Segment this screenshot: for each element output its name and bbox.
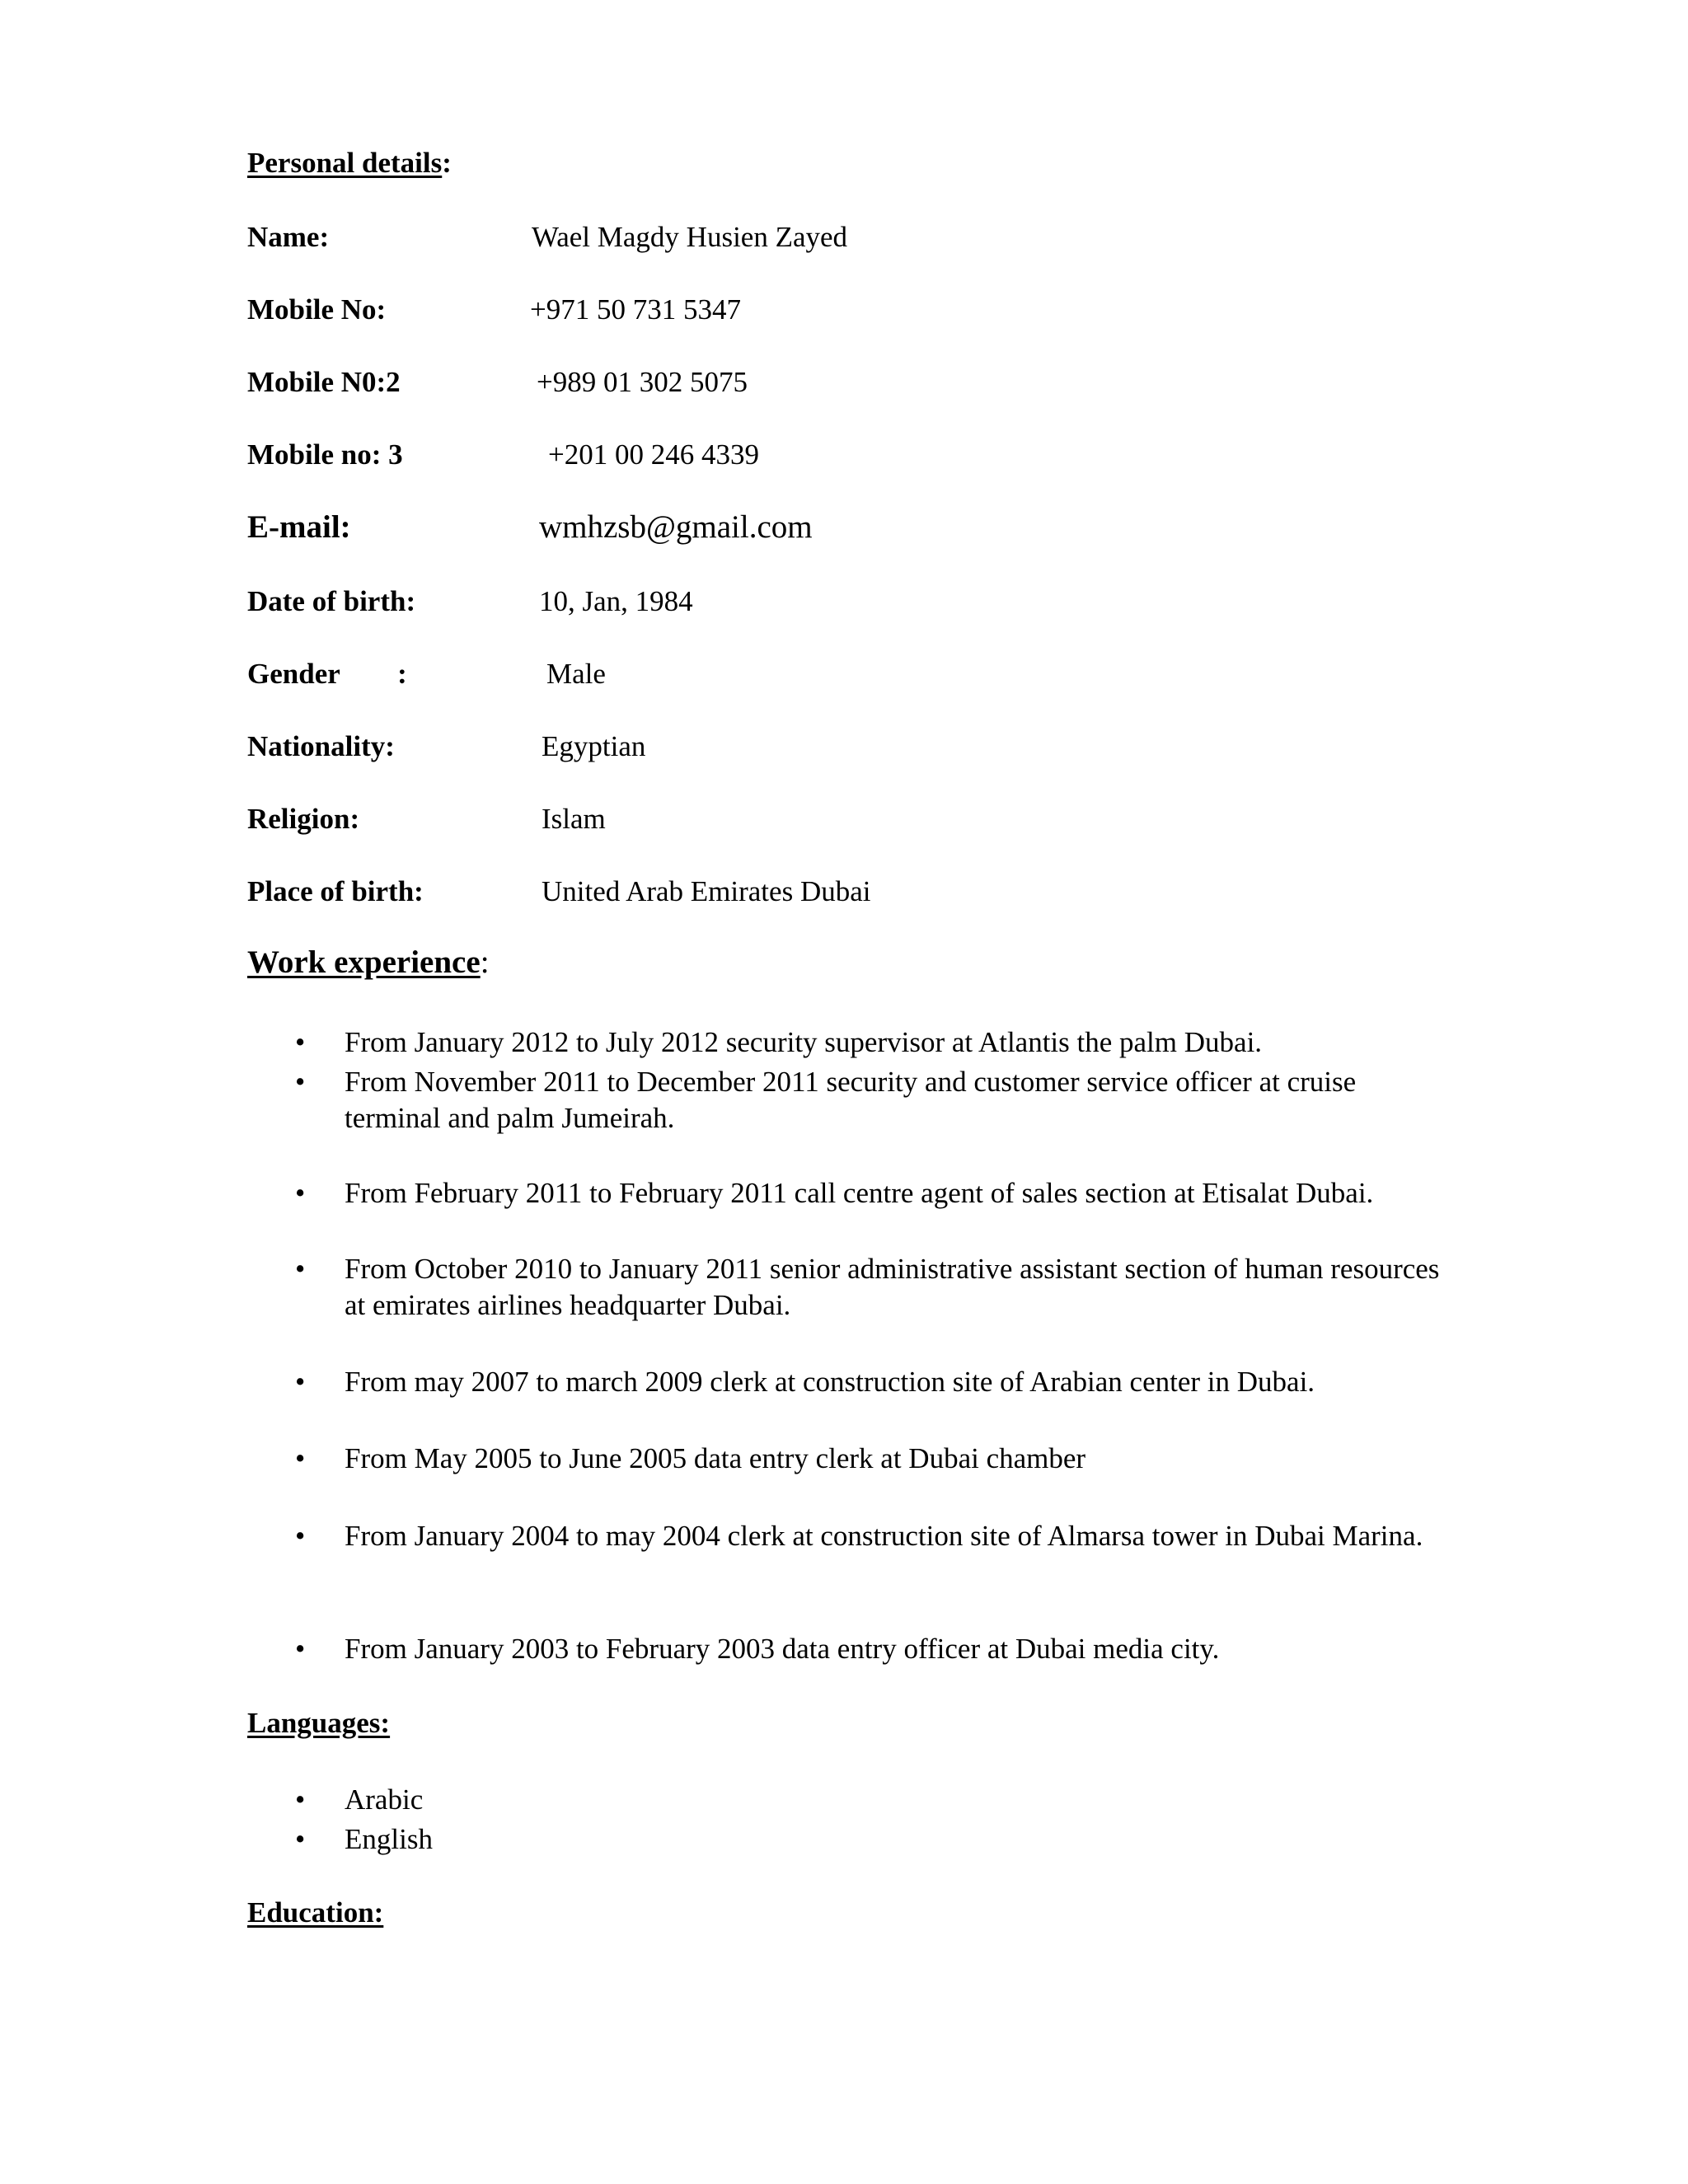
field-value: +971 50 731 5347 (530, 293, 741, 326)
list-item-text: From May 2005 to June 2005 data entry clerk at Dubai chamber (345, 1442, 1086, 1474)
field-value: +989 01 302 5075 (537, 366, 748, 398)
personal-details-heading (247, 147, 452, 180)
field-value: Wael Magdy Husien Zayed (532, 221, 848, 253)
field-label: E-mail: (247, 509, 351, 545)
list-item-text: From January 2012 to July 2012 security supervisor at Atlantis the palm Dubai. (345, 1026, 1263, 1058)
education-heading-text: Education: (247, 1896, 384, 1929)
bullet-icon: • (295, 1783, 306, 1816)
list-item-text: From may 2007 to march 2009 clerk at construction site of Arabian center in Dubai. (345, 1366, 1315, 1398)
work-experience-heading-colon: : (480, 944, 490, 980)
languages-heading (247, 1707, 390, 1740)
field-label: Nationality: (247, 730, 395, 762)
field-value: 10, Jan, 1984 (539, 585, 693, 617)
field-label: Mobile no: 3 (247, 438, 403, 471)
field-label: Religion: (247, 803, 360, 835)
field-value: Male (546, 658, 606, 690)
education-heading (247, 1896, 383, 1929)
field-label: Mobile N0:2 (247, 366, 401, 398)
list-item-text: From January 2004 to may 2004 clerk at construction site of Almarsa tower in Dubai Marina. (345, 1520, 1423, 1552)
list-item-text: English (345, 1823, 433, 1855)
list-item-text: From October 2010 to January 2011 senior administrative assistant section of human resources at emirates airlines headquarter Dubai. (345, 1253, 1440, 1321)
field-label: Gender : (247, 658, 407, 690)
field-label: Place of birth: (247, 875, 424, 907)
field-value: Egyptian (542, 730, 646, 762)
bullet-icon: • (295, 1066, 306, 1098)
bullet-icon: • (295, 1520, 306, 1552)
field-value: United Arab Emirates Dubai (542, 875, 871, 907)
field-label: Name: (247, 221, 330, 253)
list-item-text: Arabic (345, 1783, 424, 1816)
list-item-text: From February 2011 to February 2011 call centre agent of sales section at Etisalat Dubai. (345, 1177, 1374, 1209)
bullet-icon: • (295, 1366, 306, 1398)
bullet-icon: • (295, 1823, 306, 1855)
field-value: wmhzsb@gmail.com (539, 509, 813, 545)
work-experience-heading-text: Work experience (247, 944, 481, 980)
list-item-text: From January 2003 to February 2003 data entry officer at Dubai media city. (345, 1633, 1220, 1665)
bullet-icon: • (295, 1442, 306, 1474)
field-label: Date of birth: (247, 585, 416, 617)
field-label: Mobile No: (247, 293, 387, 326)
bullet-icon: • (295, 1026, 306, 1058)
personal-details-heading-text: Personal details (247, 147, 443, 179)
bullet-icon: • (295, 1253, 306, 1285)
field-value: Islam (542, 803, 606, 835)
bullet-icon: • (295, 1177, 306, 1209)
languages-heading-text: Languages: (247, 1707, 391, 1739)
list-item-text: From November 2011 to December 2011 security and customer service officer at cruise terminal and palm Jumeirah. (345, 1066, 1357, 1134)
work-experience-heading (247, 946, 490, 979)
field-value: +201 00 246 4339 (548, 438, 759, 471)
bullet-icon: • (295, 1633, 306, 1665)
personal-details-heading-colon: : (442, 147, 452, 179)
